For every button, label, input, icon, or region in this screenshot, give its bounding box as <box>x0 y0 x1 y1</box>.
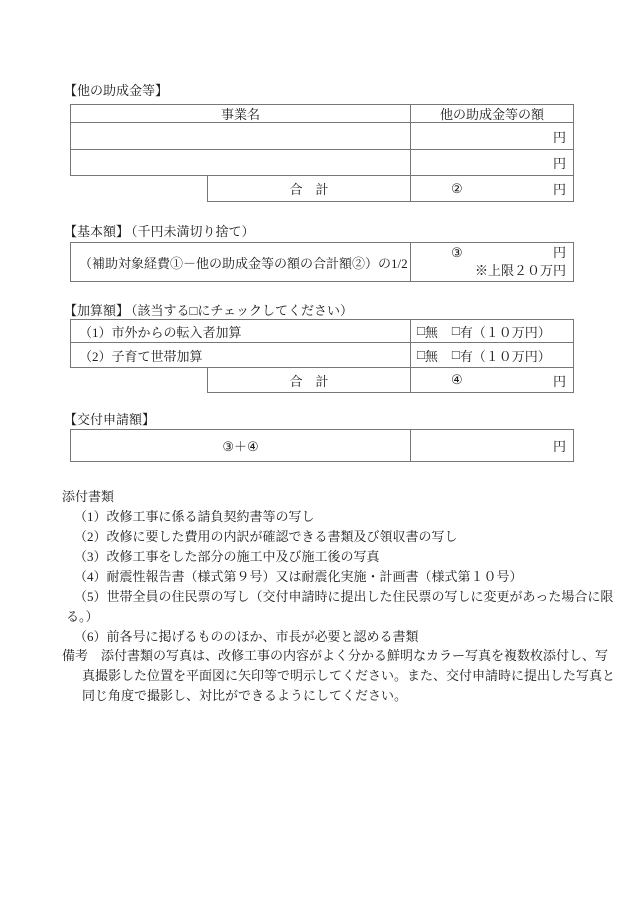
attachment-item-3: （3）改修工事をした部分の施工中及び施工後の写真 <box>74 549 380 564</box>
business-name-blank-cell <box>71 150 410 175</box>
attachments-section <box>62 487 622 647</box>
addition-row2-label: （2）子育て世帯加算 <box>79 348 203 364</box>
attachment-item-5: （5）世帯全員の住民票の写し（交付申請時に提出した住民票の写しに変更があった場合に限 <box>74 589 614 604</box>
total-row <box>207 368 574 393</box>
checkbox-has-label: 有（１０万円） <box>459 348 551 364</box>
total-amount-cell <box>410 176 573 201</box>
section-heading-label: 【加算額】 <box>64 303 130 318</box>
remarks-line-3: 同じ角度で撮影し、対比ができるようにしてください。 <box>82 688 408 703</box>
amount-blank-cell <box>410 123 573 149</box>
upper-limit-note: ※上限２０万円 <box>474 263 566 278</box>
table-row <box>70 429 574 462</box>
checkbox-none-label: 無 <box>424 348 438 364</box>
section-heading-note: （該当する□にチェックしてください） <box>131 303 353 318</box>
section-heading-base-amount <box>64 224 255 240</box>
attachment-item-4: （4）耐震性報告書（様式第９号）又は耐震化実施・計画書（様式第１０号） <box>74 569 523 584</box>
total-row <box>207 176 574 202</box>
yen-suffix: 円 <box>552 439 566 454</box>
table-header-row <box>70 104 574 123</box>
amount-blank-cell <box>410 150 573 175</box>
checkbox-none[interactable]: □ <box>417 323 425 338</box>
table-row <box>70 319 574 343</box>
remarks-line-1: 備考 添付書類の写真は、改修工事の内容がよく分かる鮮明なカラー写真を複数枚添付し、写 <box>62 648 609 663</box>
remarks-section <box>62 646 628 706</box>
total-amount-cell <box>410 368 573 392</box>
attachment-item-2: （2）改修に要した費用の内訳が確認できる書類及び領収書の写し <box>74 529 458 544</box>
table-row <box>70 242 574 282</box>
section-heading-addition <box>64 303 353 319</box>
col-header-subsidy-amount: 他の助成金等の額 <box>410 105 573 122</box>
addition-table <box>70 319 574 393</box>
attachment-item-5-continuation: る。） <box>66 609 99 624</box>
addition-row2-options <box>410 343 573 367</box>
checkbox-none-label: 無 <box>424 324 438 340</box>
yen-suffix: 円 <box>552 245 566 260</box>
checkbox-has-label: 有（１０万円） <box>459 324 551 340</box>
yen-suffix: 円 <box>552 129 566 145</box>
circled-2-mark: ② <box>451 180 463 196</box>
base-amount-table <box>70 242 574 282</box>
col-header-business-name: 事業名 <box>220 107 260 122</box>
attachment-item-6: （6）前各号に掲げるもののほか、市長が必要と認める書類 <box>74 629 419 644</box>
remarks-line-2: 真撮影した位置を平面図に矢印等で明示してください。また、交付申請時に提出した写真と <box>82 668 616 683</box>
base-amount-value-cell <box>410 243 573 281</box>
base-amount-formula-cell: （補助対象経費①－他の助成金等の額の合計額②）の1/2 <box>79 255 408 271</box>
circled-3-mark: ③ <box>451 245 463 260</box>
checkbox-has[interactable]: □ <box>451 323 460 338</box>
attachments-title: 添付書類 <box>62 489 115 504</box>
yen-suffix: 円 <box>552 182 566 197</box>
table-row <box>70 150 574 176</box>
other-subsidies-table <box>70 104 574 202</box>
addition-row1-options <box>410 320 573 342</box>
table-row <box>70 123 574 150</box>
table-row <box>70 343 574 368</box>
section-heading-note: （千円未満切り捨て） <box>131 224 255 239</box>
checkbox-none[interactable]: □ <box>417 347 425 362</box>
circled-4-mark: ④ <box>451 372 463 387</box>
checkbox-has[interactable]: □ <box>451 347 460 362</box>
total-label-cell: 合 計 <box>289 182 329 197</box>
business-name-blank-cell <box>71 123 410 149</box>
application-formula-cell: ③＋④ <box>222 439 259 454</box>
total-label-cell: 合 計 <box>289 373 329 389</box>
attachment-item-1: （1）改修工事に係る請負契約書等の写し <box>74 509 315 524</box>
addition-row1-label: （1）市外からの転入者加算 <box>79 324 242 340</box>
section-heading-other-subsidies: 【他の助成金等】 <box>64 83 169 98</box>
section-heading-application-amount: 【交付申請額】 <box>64 412 156 427</box>
application-amount-cell <box>410 430 573 461</box>
yen-suffix: 円 <box>552 156 566 171</box>
application-amount-table <box>70 429 574 462</box>
yen-suffix: 円 <box>552 373 566 389</box>
section-heading-label: 【基本額】 <box>64 224 130 239</box>
